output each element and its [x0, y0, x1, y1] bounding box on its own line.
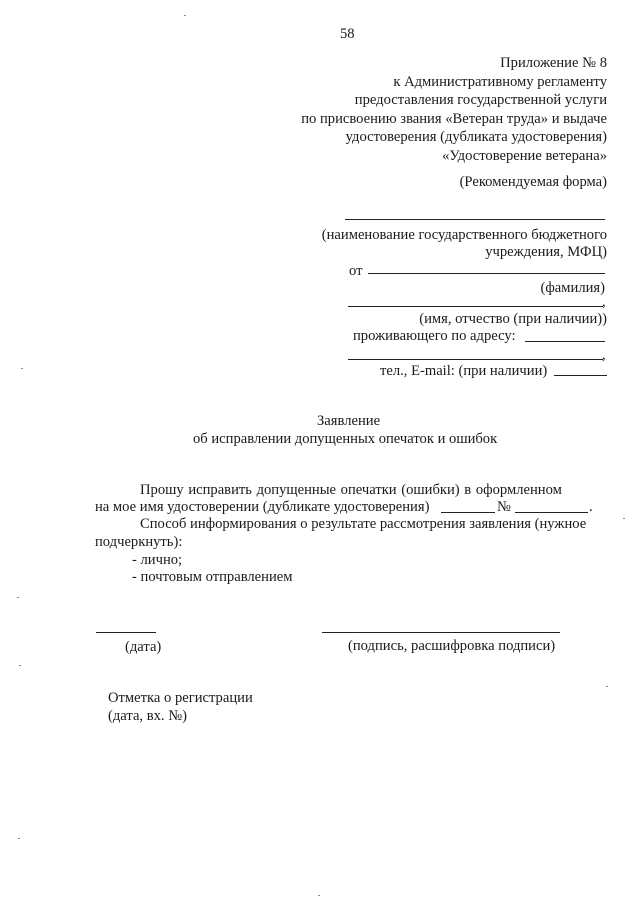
number-sign: №: [497, 499, 511, 515]
scan-speck: [318, 895, 320, 896]
scan-speck: [184, 15, 186, 16]
scan-speck: [17, 597, 19, 598]
certificate-number-line[interactable]: [515, 512, 588, 513]
date-label: (дата): [125, 639, 162, 655]
name-line-comma: ,: [602, 294, 606, 310]
form-type-label: (Рекомендуемая форма): [459, 174, 607, 190]
appendix-line: удостоверения (дубликата удостоверения): [345, 129, 607, 146]
scan-speck: [21, 368, 23, 369]
body-paragraph-1-line-1: Прошу исправить допущенные опечатки (ошибки) в оформленном: [140, 482, 562, 498]
address-label: проживающего по адресу:: [353, 328, 516, 344]
appendix-line: предоставления государственной услуги: [354, 92, 607, 109]
appendix-line: Приложение № 8: [500, 55, 607, 71]
option-in-person[interactable]: - лично;: [132, 552, 183, 568]
signature-line[interactable]: [322, 632, 560, 633]
registration-mark-label: Отметка о регистрации: [108, 690, 253, 706]
body-paragraph-2-line-2: подчеркнуть):: [95, 534, 183, 550]
scan-speck: [606, 686, 608, 687]
date-line[interactable]: [96, 632, 156, 633]
phone-label: тел., E-mail: (при наличии): [380, 363, 548, 379]
address-line-2[interactable]: [348, 359, 603, 360]
body-paragraph-1-line-2: на мое имя удостоверении (дубликате удостоверения): [95, 499, 430, 515]
surname-label: (фамилия): [540, 280, 605, 296]
page-number: 58: [340, 26, 355, 42]
address-line-comma: ,: [602, 347, 606, 363]
institution-label-2: учреждения, МФЦ): [485, 244, 607, 260]
appendix-line: по присвоению звания «Ветеран труда» и выдаче: [301, 110, 607, 127]
option-by-mail[interactable]: - почтовым отправлением: [132, 569, 293, 585]
appendix-line: к Административному регламенту: [393, 73, 607, 90]
scan-speck: [18, 838, 20, 839]
sentence-period: .: [589, 499, 593, 515]
scan-speck: [19, 665, 21, 666]
document-subtitle: об исправлении допущенных опечаток и ошибок: [193, 431, 498, 447]
certificate-series-line[interactable]: [441, 512, 495, 513]
scan-speck: [623, 518, 625, 519]
signature-label: (подпись, расшифровка подписи): [348, 638, 556, 654]
address-line-1[interactable]: [525, 341, 605, 342]
phone-line[interactable]: [554, 375, 607, 376]
surname-line[interactable]: [368, 273, 605, 274]
appendix-header: [301, 54, 607, 166]
body-paragraph-2-line-1: Способ информирования о результате рассмотрения заявления (нужное: [140, 516, 587, 532]
document-title: Заявление: [317, 413, 381, 429]
from-prefix: от: [349, 263, 363, 279]
name-line[interactable]: [348, 306, 603, 307]
name-label: (имя, отчество (при наличии)): [419, 311, 607, 327]
institution-name-line[interactable]: [345, 219, 605, 220]
registration-details-label: (дата, вх. №): [108, 708, 187, 724]
appendix-line: «Удостоверение ветерана»: [442, 147, 607, 164]
institution-label-1: (наименование государственного бюджетного: [321, 227, 607, 243]
